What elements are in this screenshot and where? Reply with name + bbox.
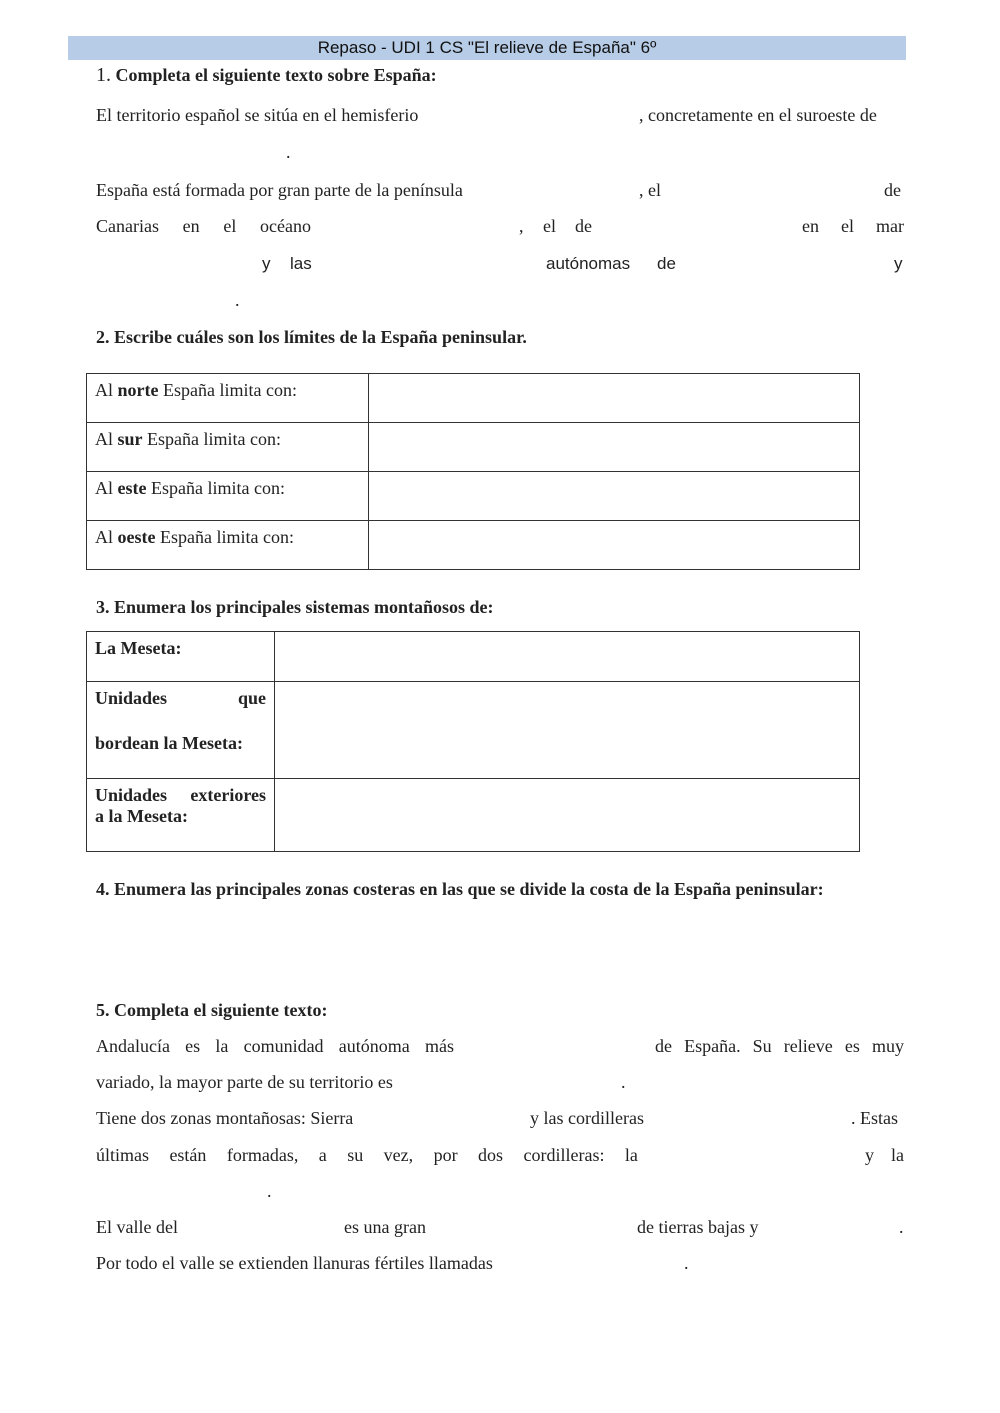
q1-line4-el: el [543, 216, 556, 236]
q1-line3-start: España está formada por gran parte de la península [96, 180, 463, 200]
q1-line3-mid: , el [639, 180, 661, 200]
q1-line4-de: de [575, 216, 592, 236]
table-row [87, 423, 860, 472]
table-row [87, 682, 860, 779]
limit-answer-south[interactable] [369, 423, 860, 472]
worksheet-title: Repaso - UDI 1 CS "El relieve de España" 6º [68, 36, 906, 60]
q5-line6-mid2: de tierras bajas y [637, 1217, 759, 1237]
limit-answer-west[interactable] [369, 521, 860, 570]
q5-line6-mid1: es una gran [344, 1217, 426, 1237]
q5-line3-start: Tiene dos zonas montañosas: Sierra [96, 1108, 354, 1128]
q1-line4-end: en el mar [802, 216, 904, 236]
q3-heading: 3. Enumera los principales sistemas montañosos de: [96, 597, 494, 617]
q1-heading: 1. Completa el siguiente texto sobre España: [96, 64, 437, 86]
q1-line5-autonomas: autónomas [546, 254, 631, 273]
limit-label-west: Al oeste España limita con: [87, 521, 369, 570]
limit-label-east: Al este España limita con: [87, 472, 369, 521]
q5-line3-end: . Estas [851, 1108, 898, 1128]
q1-line1-end: , concretamente en el suroeste de [639, 105, 877, 125]
q4-heading: 4. Enumera las principales zonas costeras en las que se divide la costa de la España peninsular: [96, 879, 824, 899]
exterior-units-answer[interactable] [275, 779, 860, 852]
table-row [87, 374, 860, 423]
q1-line4-start: Canarias en el océano [96, 216, 311, 236]
q1-line1-start: El territorio español se sitúa en el hemisferio [96, 105, 419, 125]
q5-line6-start: El valle del [96, 1217, 178, 1237]
limit-answer-north[interactable] [369, 374, 860, 423]
bordering-units-answer[interactable] [275, 682, 860, 779]
limit-answer-east[interactable] [369, 472, 860, 521]
q5-line6-period: . [899, 1217, 904, 1237]
mountains-table [86, 631, 860, 852]
q5-heading: 5. Completa el siguiente texto: [96, 1000, 328, 1020]
limit-label-north: Al norte España limita con: [87, 374, 369, 423]
q5-line2-period: . [621, 1072, 626, 1092]
limits-table [86, 373, 860, 570]
q2-heading: 2. Escribe cuáles son los límites de la España peninsular. [96, 327, 527, 347]
q5-line4-end: y la [865, 1145, 904, 1165]
meseta-label: La Meseta: [87, 632, 275, 682]
q1-line5-de: de [657, 254, 676, 273]
q1-line6-period: . [235, 290, 240, 310]
q1-line5-las: las [290, 254, 312, 273]
q1-line2-period: . [286, 142, 291, 162]
q5-line1-start: Andalucía es la comunidad autónoma más [96, 1036, 454, 1056]
q5-line1-end: de España. Su relieve es muy [655, 1036, 904, 1056]
q5-line2-start: variado, la mayor parte de su territorio es [96, 1072, 393, 1092]
q1-line5-y: y [262, 254, 271, 273]
q1-line5-y2: y [894, 254, 903, 273]
q1-line3-end: de [884, 180, 901, 200]
q5-line4-start: últimas están formadas, a su vez, por dos cordilleras: la [96, 1145, 638, 1165]
table-row [87, 472, 860, 521]
q5-line7-start: Por todo el valle se extienden llanuras fértiles llamadas [96, 1253, 493, 1273]
q5-line3-mid: y las cordilleras [530, 1108, 644, 1128]
limit-label-south: Al sur España limita con: [87, 423, 369, 472]
q5-line5-period: . [267, 1181, 272, 1201]
table-row [87, 521, 860, 570]
exterior-units-label: Unidades exteriores a la Meseta: [87, 779, 275, 852]
table-row [87, 632, 860, 682]
bordering-units-label: Unidades que bordean la Meseta: [87, 682, 275, 779]
meseta-answer[interactable] [275, 632, 860, 682]
q5-line7-period: . [684, 1253, 689, 1273]
q1-line4-comma: , [519, 216, 524, 236]
table-row [87, 779, 860, 852]
